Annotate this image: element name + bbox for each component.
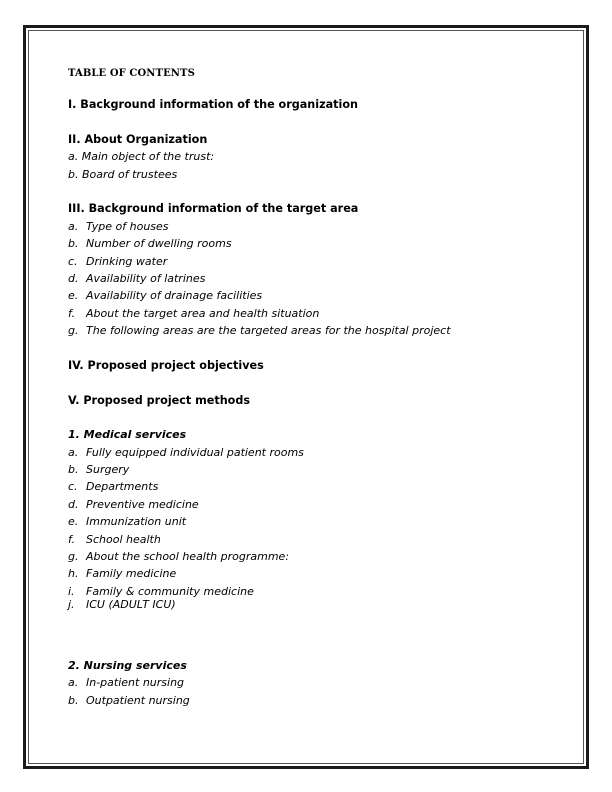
toc-item: h. Family medicine <box>68 567 177 580</box>
toc-item: c. Departments <box>68 480 159 493</box>
toc-title: TABLE OF CONTENTS <box>68 68 195 79</box>
toc-section-1: I. Background information of the organization <box>68 98 359 111</box>
toc-item: j. ICU (ADULT ICU) <box>68 598 176 611</box>
toc-item: e. Immunization unit <box>68 515 187 528</box>
toc-section-5: V. Proposed project methods <box>68 394 251 407</box>
toc-item: d. Preventive medicine <box>68 498 199 511</box>
toc-item: a. In-patient nursing <box>68 676 185 689</box>
toc-item: a. Main object of the trust: <box>68 150 215 163</box>
toc-item: i. Family & community medicine <box>68 585 254 598</box>
toc-subsection-2: 2. Nursing services <box>68 659 187 672</box>
toc-item: b. Outpatient nursing <box>68 694 190 707</box>
toc-section-4: IV. Proposed project objectives <box>68 359 264 372</box>
toc-item: g. The following areas are the targeted areas for the hospital project <box>68 324 451 337</box>
toc-item: g. About the school health programme: <box>68 550 290 563</box>
toc-item: b. Number of dwelling rooms <box>68 237 232 250</box>
toc-item: d. Availability of latrines <box>68 272 206 285</box>
toc-section-3: III. Background information of the target area <box>68 202 359 215</box>
toc-item: b. Surgery <box>68 463 130 476</box>
toc-item: a. Fully equipped individual patient rooms <box>68 446 304 459</box>
toc-item: f. About the target area and health situation <box>68 307 320 320</box>
toc-item: c. Drinking water <box>68 255 168 268</box>
toc-item: a. Type of houses <box>68 220 169 233</box>
toc-section-2: II. About Organization <box>68 133 208 146</box>
toc-item: f. School health <box>68 533 161 546</box>
toc-item: b. Board of trustees <box>68 168 178 181</box>
toc-item: e. Availability of drainage facilities <box>68 289 263 302</box>
toc-subsection-1: 1. Medical services <box>68 428 187 441</box>
